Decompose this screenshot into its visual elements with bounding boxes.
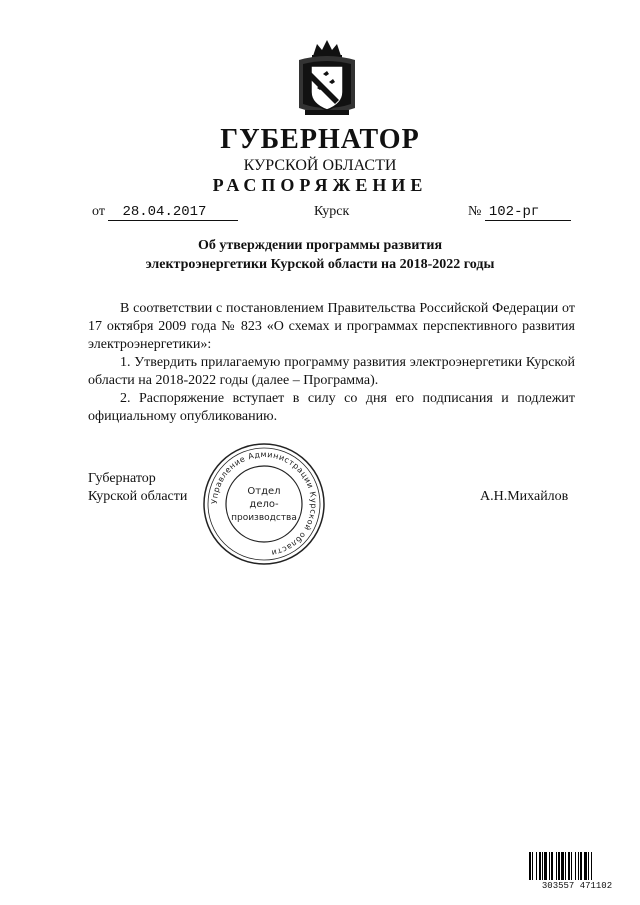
document-subject [0,236,640,274]
stamp-center-line-1: Отдел [247,486,281,497]
stamp-center-line-3: производства [231,513,297,523]
body-item-2: 2. Распоряжение вступает в силу со дня его подписания и подлежит официальному опубликованию. [88,391,575,424]
barcode-number: 303557 471102 [529,880,625,892]
city: Курск [314,204,350,219]
date-label: от [92,204,105,219]
header-title: ГУБЕРНАТОР [220,124,420,155]
signatory-name: А.Н.Михайлов [480,489,569,504]
signatory-position [88,470,187,506]
signatory-position-line-2: Курской области [88,489,188,504]
number-value: 102-рг [485,204,571,221]
stamp-ring-text: Управление Администрации Курской области [209,449,319,558]
body-paragraph-intro: В соответствии с постановлением Правительства Российской Федерации от 17 октября 2009 года № 823 «О схемах и программах перспективного развития электроэнергетики»: [88,301,575,352]
header-region: КУРСКОЙ ОБЛАСТИ [243,157,397,174]
subject-line-1: Об утверждении программы развития [197,238,443,253]
number-label: № [468,204,482,219]
subject-line-2: электроэнергетики Курской области на 2018-2022 годы [145,257,495,272]
date-value: 28.04.2017 [108,204,238,221]
number-field [468,204,571,221]
document-body [88,300,575,426]
body-item-1: 1. Утвердить прилагаемую программу развития электроэнергетики Курской области на 2018-2022 годы (далее – Программа). [88,355,575,388]
signatory-position-line-1: Губернатор [88,471,156,486]
stamp-center-line-2: дело- [249,499,279,510]
coat-of-arms-emblem [295,38,359,120]
date-field [92,204,238,221]
official-stamp [200,440,328,568]
document-type: РАСПОРЯЖЕНИЕ [212,175,428,195]
